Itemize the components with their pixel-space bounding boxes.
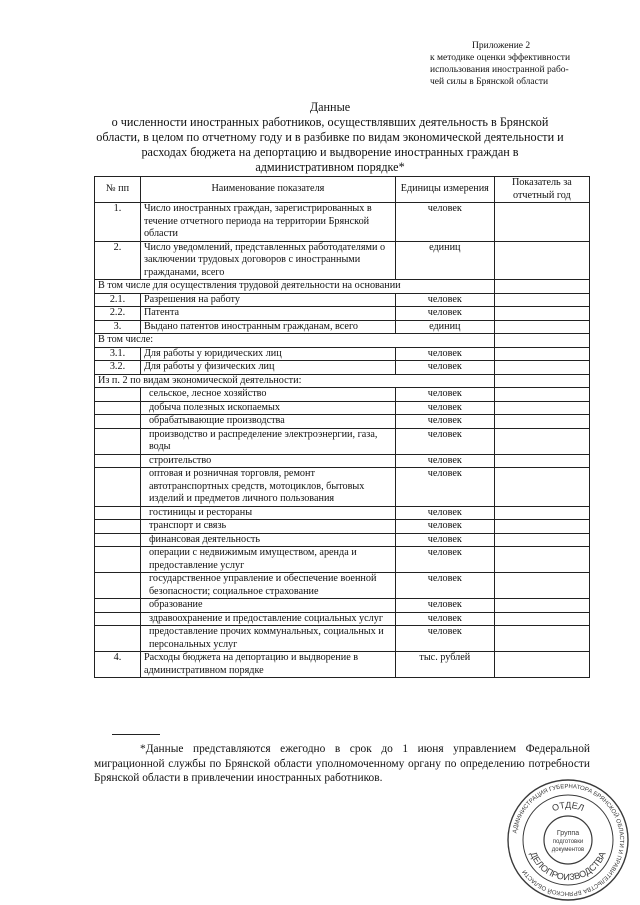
num-cell: 1. bbox=[95, 203, 141, 242]
stamp-center-1: Группа bbox=[556, 830, 580, 837]
name-cell: предоставление прочих коммунальных, социальных и персональных услуг bbox=[140, 626, 395, 652]
official-stamp bbox=[506, 778, 630, 902]
value-cell bbox=[494, 307, 589, 321]
value-cell bbox=[494, 547, 589, 573]
appendix-line: использования иностранной рабо- bbox=[430, 65, 569, 75]
unit-cell: человек bbox=[395, 626, 494, 652]
table-section-row bbox=[95, 374, 590, 388]
appendix-line: к методике оценки эффективности bbox=[430, 53, 571, 63]
table-row bbox=[95, 626, 590, 652]
appendix-title: Приложение 2 bbox=[472, 41, 531, 51]
table-row bbox=[95, 428, 590, 454]
table-row bbox=[95, 612, 590, 626]
num-cell bbox=[95, 547, 141, 573]
value-cell bbox=[494, 533, 589, 547]
section-label: В том числе: bbox=[95, 334, 495, 348]
unit-cell: тыс. рублей bbox=[395, 652, 494, 678]
num-cell bbox=[95, 468, 141, 507]
value-cell bbox=[494, 612, 589, 626]
table-row bbox=[95, 454, 590, 468]
footnote-text: *Данные представляются ежегодно в срок до 1 июня управлением Федеральной миграционной службы по Брянской области уполномоченному органу по определению потребности Брянской области в привлечении иностранных работников. bbox=[94, 743, 590, 784]
document-title bbox=[90, 100, 570, 175]
name-cell: производство и распределение электроэнергии, газа, воды bbox=[140, 428, 395, 454]
name-cell: строительство bbox=[140, 454, 395, 468]
unit-cell: человек bbox=[395, 361, 494, 375]
num-cell bbox=[95, 454, 141, 468]
value-cell bbox=[494, 203, 589, 242]
table-row bbox=[95, 547, 590, 573]
table-row bbox=[95, 401, 590, 415]
unit-cell: человек bbox=[395, 307, 494, 321]
name-cell: Разрешения на работу bbox=[140, 293, 395, 307]
footnote-divider bbox=[112, 734, 160, 735]
unit-cell: человек bbox=[395, 454, 494, 468]
value-cell bbox=[494, 468, 589, 507]
num-cell bbox=[95, 533, 141, 547]
table-row bbox=[95, 361, 590, 375]
stamp-ring-top: ОТДЕЛ bbox=[550, 799, 586, 814]
header-value: Показатель за отчетный год bbox=[494, 177, 589, 203]
num-cell: 2.2. bbox=[95, 307, 141, 321]
num-cell bbox=[95, 573, 141, 599]
appendix-line: чей силы в Брянской области bbox=[430, 77, 549, 87]
num-cell bbox=[95, 388, 141, 402]
name-cell: Число иностранных граждан, зарегистрированных в течение отчетного периода на территории Брянской области bbox=[140, 203, 395, 242]
title-line: административном порядке* bbox=[255, 160, 405, 174]
name-cell: Число уведомлений, представленных работодателями о заключении трудовых договоров с иностранными гражданами, всего bbox=[140, 241, 395, 280]
section-label: Из п. 2 по видам экономической деятельности: bbox=[95, 374, 495, 388]
table-section-row bbox=[95, 280, 590, 294]
indicators-table bbox=[94, 176, 590, 678]
title-heading: Данные bbox=[309, 100, 351, 114]
stamp-center-3: документов bbox=[551, 847, 585, 853]
name-cell: гостиницы и рестораны bbox=[140, 506, 395, 520]
value-cell bbox=[494, 401, 589, 415]
name-cell: транспорт и связь bbox=[140, 520, 395, 534]
value-cell bbox=[494, 361, 589, 375]
table-row bbox=[95, 468, 590, 507]
num-cell: 2.1. bbox=[95, 293, 141, 307]
num-cell bbox=[95, 626, 141, 652]
value-cell bbox=[494, 454, 589, 468]
table-row bbox=[95, 388, 590, 402]
num-cell bbox=[95, 428, 141, 454]
table-row bbox=[95, 506, 590, 520]
unit-cell: человек bbox=[395, 347, 494, 361]
value-cell bbox=[494, 293, 589, 307]
value-cell bbox=[494, 388, 589, 402]
value-cell bbox=[494, 599, 589, 613]
table-body bbox=[95, 203, 590, 678]
num-cell bbox=[95, 401, 141, 415]
num-cell: 3.2. bbox=[95, 361, 141, 375]
num-cell: 2. bbox=[95, 241, 141, 280]
num-cell bbox=[95, 612, 141, 626]
name-cell: здравоохранение и предоставление социальных услуг bbox=[140, 612, 395, 626]
stamp-ring-bottom: ДЕЛОПРОИЗВОДСТВА bbox=[528, 850, 608, 883]
unit-cell: человек bbox=[395, 612, 494, 626]
title-line: области, в целом по отчетному году и в разбивке по видам экономической деятельности и bbox=[96, 130, 564, 144]
value-cell bbox=[494, 334, 589, 348]
value-cell bbox=[494, 320, 589, 334]
name-cell: Для работы у юридических лиц bbox=[140, 347, 395, 361]
unit-cell: человек bbox=[395, 520, 494, 534]
value-cell bbox=[494, 652, 589, 678]
table-row bbox=[95, 347, 590, 361]
num-cell: 3. bbox=[95, 320, 141, 334]
value-cell bbox=[494, 280, 589, 294]
value-cell bbox=[494, 241, 589, 280]
table-header-row bbox=[95, 177, 590, 203]
section-label: В том числе для осуществления трудовой деятельности на основании bbox=[95, 280, 495, 294]
unit-cell: человек bbox=[395, 203, 494, 242]
table-row bbox=[95, 599, 590, 613]
num-cell bbox=[95, 506, 141, 520]
name-cell: сельское, лесное хозяйство bbox=[140, 388, 395, 402]
table-row bbox=[95, 241, 590, 280]
table-row bbox=[95, 293, 590, 307]
name-cell: обрабатывающие производства bbox=[140, 415, 395, 429]
table-section-row bbox=[95, 334, 590, 348]
num-cell bbox=[95, 520, 141, 534]
num-cell bbox=[95, 599, 141, 613]
num-cell bbox=[95, 415, 141, 429]
value-cell bbox=[494, 347, 589, 361]
table-row bbox=[95, 573, 590, 599]
unit-cell: единиц bbox=[395, 241, 494, 280]
value-cell bbox=[494, 428, 589, 454]
header-num: № пп bbox=[95, 177, 141, 203]
unit-cell: человек bbox=[395, 401, 494, 415]
unit-cell: человек bbox=[395, 506, 494, 520]
unit-cell: человек bbox=[395, 388, 494, 402]
name-cell: Выдано патентов иностранным гражданам, всего bbox=[140, 320, 395, 334]
value-cell bbox=[494, 520, 589, 534]
header-unit: Единицы измерения bbox=[395, 177, 494, 203]
table-row bbox=[95, 520, 590, 534]
value-cell bbox=[494, 415, 589, 429]
name-cell: Расходы бюджета на депортацию и выдворение в административном порядке bbox=[140, 652, 395, 678]
table-row bbox=[95, 307, 590, 321]
unit-cell: человек bbox=[395, 468, 494, 507]
name-cell: добыча полезных ископаемых bbox=[140, 401, 395, 415]
table-row bbox=[95, 203, 590, 242]
unit-cell: человек bbox=[395, 415, 494, 429]
unit-cell: человек bbox=[395, 547, 494, 573]
table-row bbox=[95, 415, 590, 429]
stamp-outer-text: АДМИНИСТРАЦИЯ ГУБЕРНАТОРА БРЯНСКОЙ ОБЛАСТИ И ПРАВИТЕЛЬСТВА БРЯНСКОЙ ОБЛАСТИ bbox=[512, 783, 625, 897]
unit-cell: единиц bbox=[395, 320, 494, 334]
name-cell: оптовая и розничная торговля, ремонт автотранспортных средств, мотоциклов, бытовых изделий и предметов личного пользования bbox=[140, 468, 395, 507]
value-cell bbox=[494, 374, 589, 388]
table-row bbox=[95, 652, 590, 678]
table-row bbox=[95, 320, 590, 334]
unit-cell: человек bbox=[395, 599, 494, 613]
stamp-center-2: подготовки bbox=[552, 839, 584, 845]
title-line: о численности иностранных работников, осуществлявших деятельность в Брянской bbox=[111, 115, 549, 129]
title-line: расходах бюджета на депортацию и выдворение иностранных граждан в bbox=[141, 145, 519, 159]
unit-cell: человек bbox=[395, 573, 494, 599]
unit-cell: человек bbox=[395, 293, 494, 307]
header-name: Наименование показателя bbox=[140, 177, 395, 203]
unit-cell: человек bbox=[395, 533, 494, 547]
name-cell: образование bbox=[140, 599, 395, 613]
appendix-header bbox=[430, 40, 600, 88]
name-cell: финансовая деятельность bbox=[140, 533, 395, 547]
name-cell: государственное управление и обеспечение военной безопасности; социальное страхование bbox=[140, 573, 395, 599]
num-cell: 3.1. bbox=[95, 347, 141, 361]
num-cell: 4. bbox=[95, 652, 141, 678]
value-cell bbox=[494, 573, 589, 599]
name-cell: операции с недвижимым имуществом, аренда и предоставление услуг bbox=[140, 547, 395, 573]
table-row bbox=[95, 533, 590, 547]
name-cell: Для работы у физических лиц bbox=[140, 361, 395, 375]
value-cell bbox=[494, 506, 589, 520]
name-cell: Патента bbox=[140, 307, 395, 321]
unit-cell: человек bbox=[395, 428, 494, 454]
value-cell bbox=[494, 626, 589, 652]
